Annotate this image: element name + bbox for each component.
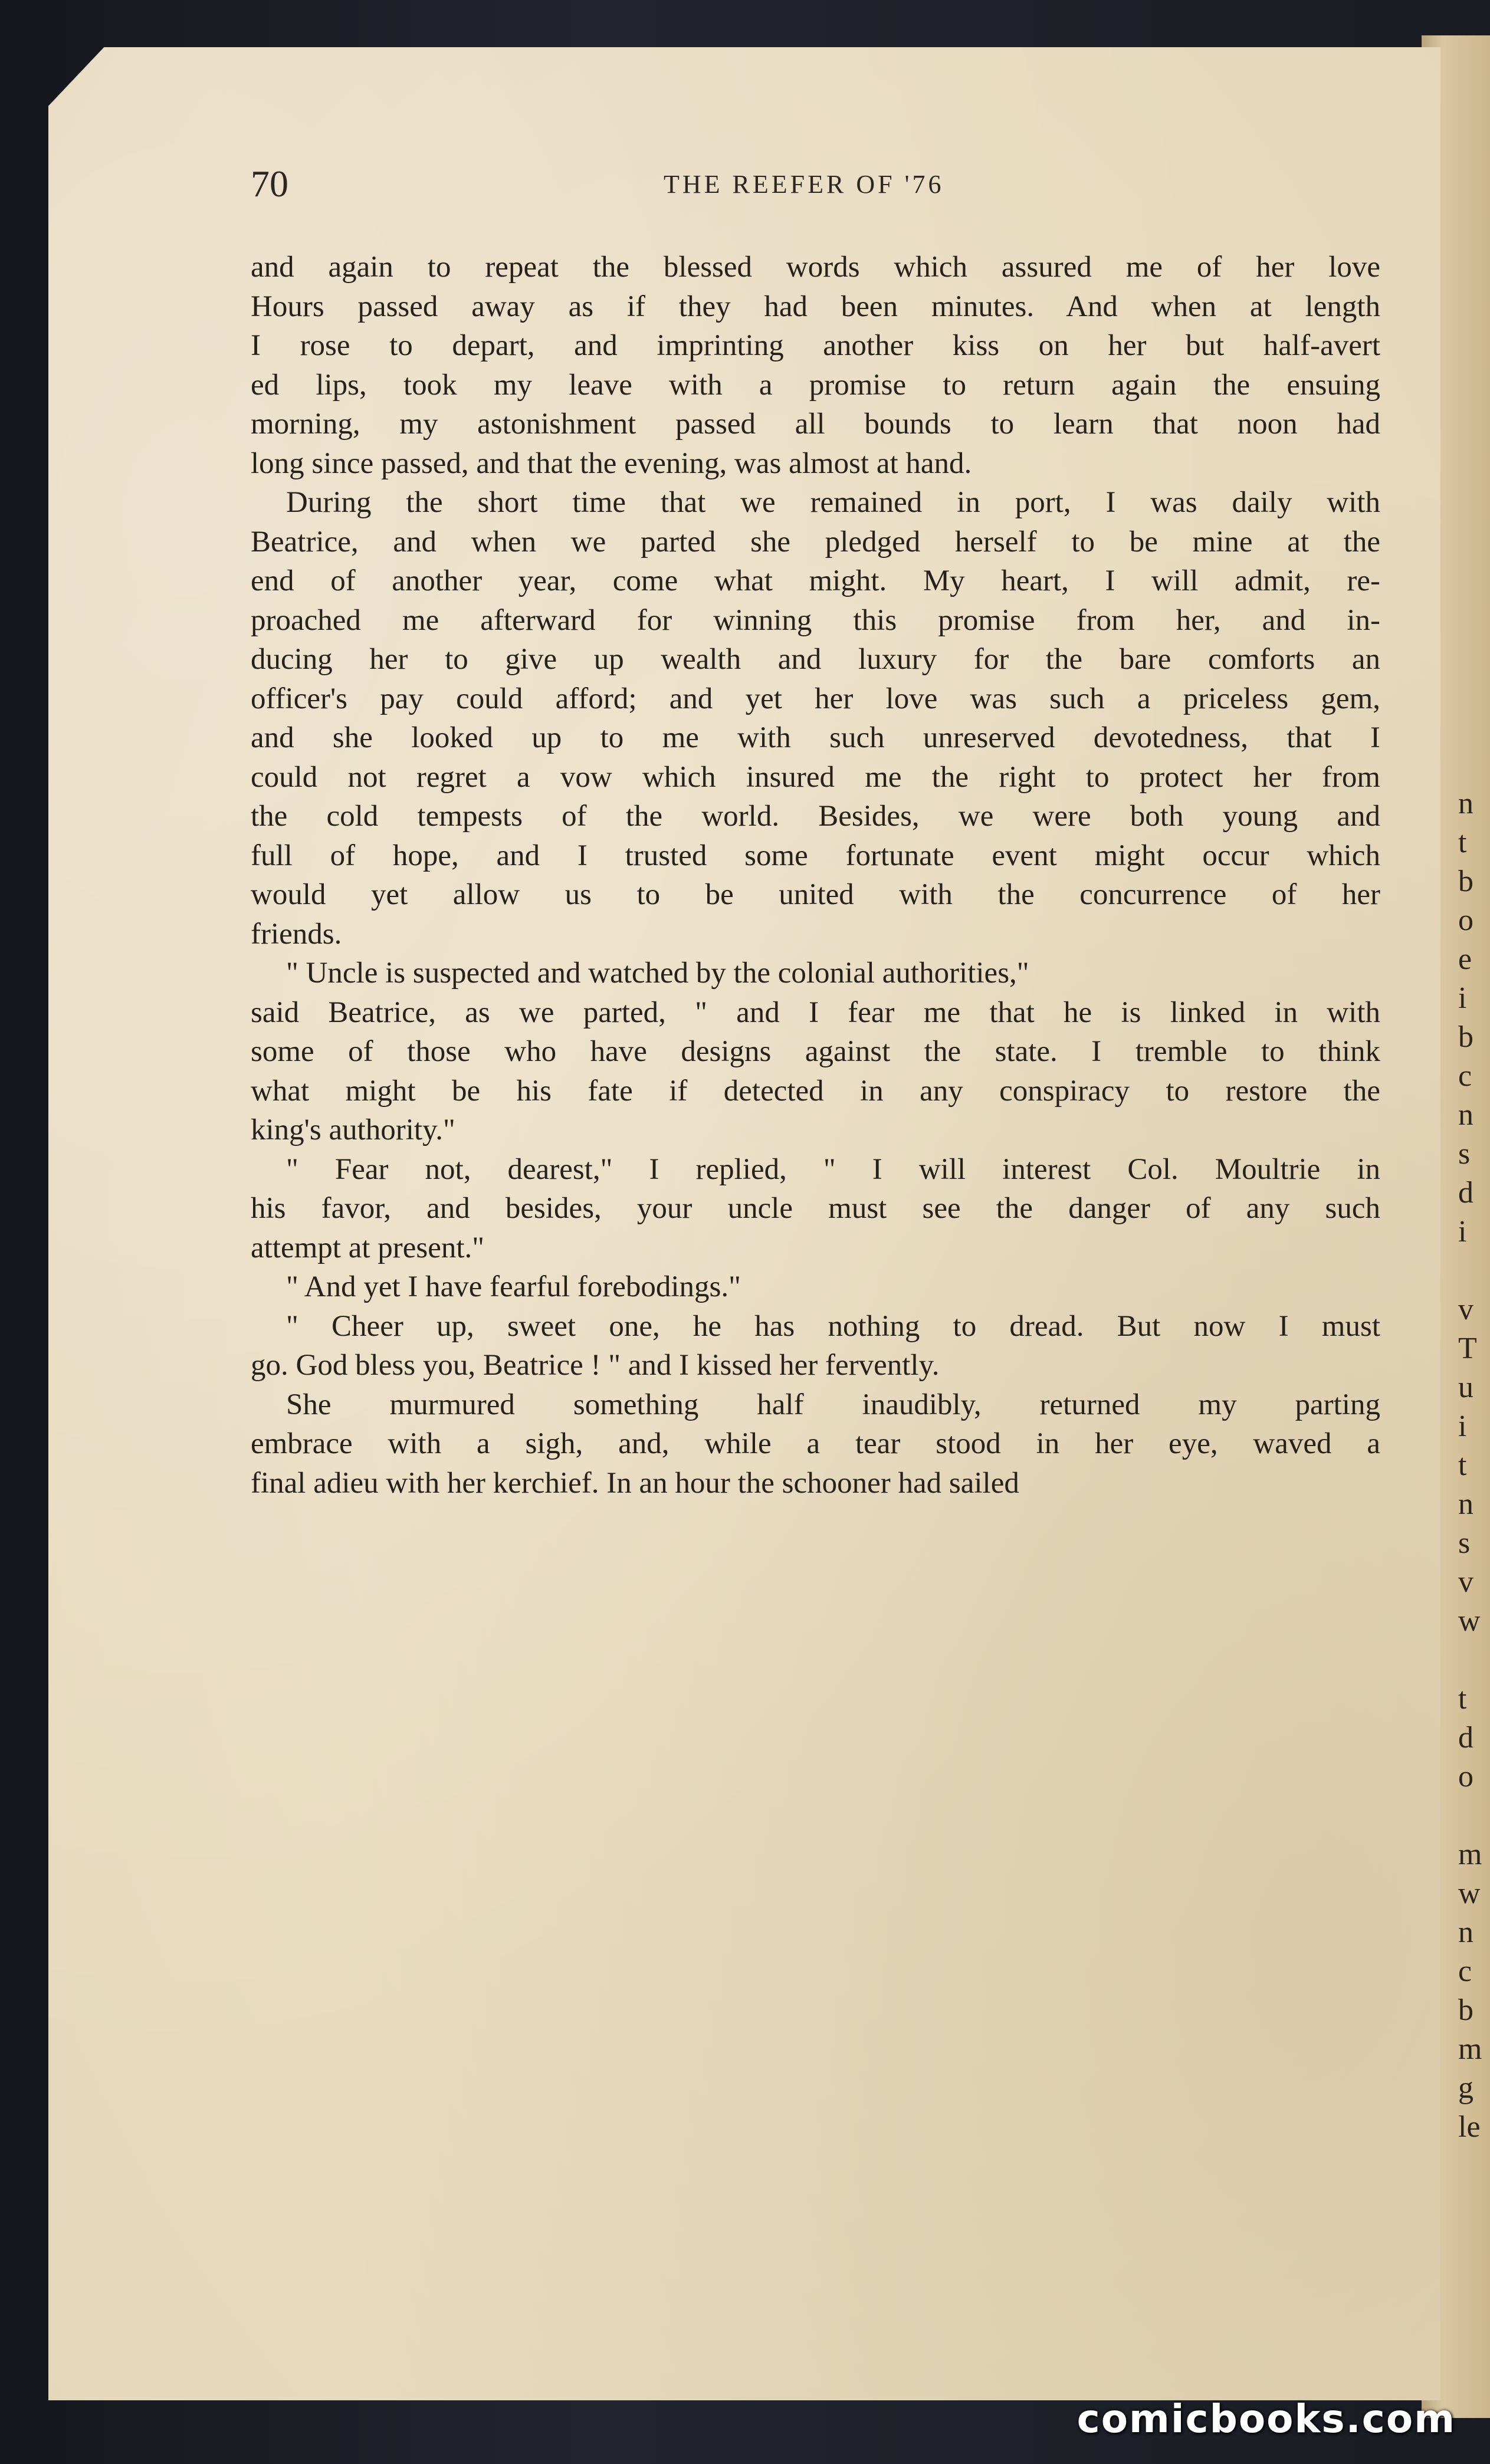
facing-page-fragment: n [1458, 787, 1473, 820]
text-line: said Beatrice, as we parted, " and I fear me that he is linked in with [251, 996, 1380, 1029]
facing-page-fragment: t [1458, 826, 1467, 859]
facing-page-fragment: e [1458, 942, 1472, 976]
facing-page-fragment: o [1458, 1760, 1473, 1793]
text-line: and she looked up to me with such unreserved devotedness, that I [251, 721, 1380, 754]
facing-page-fragment: v [1458, 1565, 1473, 1599]
facing-page-fragment: d [1458, 1721, 1473, 1755]
facing-page-fragment: t [1458, 1682, 1467, 1716]
text-line: could not regret a vow which insured me the right to protect her from [251, 760, 1380, 794]
text-line: " Cheer up, sweet one, he has nothing to dread. But now I must [286, 1309, 1380, 1343]
text-line: Hours passed away as if they had been minutes. And when at length [251, 290, 1380, 323]
page-number: 70 [251, 163, 288, 205]
facing-page-fragment: v [1458, 1293, 1473, 1326]
text-line: king's authority." [251, 1113, 455, 1146]
text-line: officer's pay could afford; and yet her love was such a priceless gem, [251, 682, 1380, 715]
facing-page-fragment: i [1458, 981, 1467, 1015]
facing-page-fragment: le [1458, 2110, 1481, 2144]
text-line: what might be his fate if detected in any conspiracy to restore the [251, 1074, 1380, 1108]
text-line: During the short time that we remained in port, I was daily with [286, 486, 1380, 519]
text-line: friends. [251, 917, 342, 951]
watermark-logo: comicbooks.com [1077, 2396, 1456, 2442]
facing-page-fragment: n [1458, 1916, 1473, 1949]
text-line: end of another year, come what might. My heart, I will admit, re- [251, 564, 1380, 597]
text-line: and again to repeat the blessed words which assured me of her love [251, 251, 1380, 284]
text-line: attempt at present." [251, 1231, 485, 1264]
running-title: THE REEFER OF '76 [664, 170, 944, 199]
text-line: his favor, and besides, your uncle must see the danger of any such [251, 1192, 1380, 1225]
facing-page-fragment: m [1458, 1838, 1482, 1871]
text-line: ducing her to give up wealth and luxury for the bare comforts an [251, 643, 1380, 676]
facing-page-fragment [1458, 1796, 1490, 1835]
facing-page-fragment: T [1458, 1332, 1477, 1365]
facing-page-fragment [1458, 1251, 1490, 1290]
facing-page-fragment: c [1458, 1954, 1472, 1988]
facing-page-fragment: s [1458, 1526, 1471, 1560]
text-line: morning, my astonishment passed all bounds to learn that noon had [251, 408, 1380, 441]
facing-page-fragment: g [1458, 2071, 1473, 2105]
text-line: embrace with a sigh, and, while a tear stood in her eye, waved a [251, 1427, 1380, 1460]
facing-page-fragment: b [1458, 1020, 1473, 1054]
facing-page-fragment: o [1458, 904, 1473, 937]
text-line: full of hope, and I trusted some fortunate event might occur which [251, 839, 1380, 872]
facing-page-fragment: w [1458, 1604, 1481, 1638]
facing-page-fragment [1458, 1641, 1490, 1680]
facing-page-fragment: c [1458, 1059, 1472, 1093]
facing-page-fragment: m [1458, 2032, 1482, 2066]
text-line: ed lips, took my leave with a promise to return again the ensuing [251, 368, 1380, 402]
facing-page-fragment: u [1458, 1371, 1473, 1404]
facing-page-text-fragments [1458, 784, 1490, 2147]
facing-page-fragment: n [1458, 1098, 1473, 1132]
text-line: Beatrice, and when we parted she pledged herself to be mine at the [251, 525, 1380, 558]
text-line: the cold tempests of the world. Besides, we were both young and [251, 800, 1380, 833]
text-line: " Uncle is suspected and watched by the colonial authorities," [286, 957, 1029, 990]
text-line: would yet allow us to be united with the concurrence of her [251, 878, 1380, 911]
text-line: long since passed, and that the evening, was almost at hand. [251, 446, 972, 480]
facing-page-fragment: w [1458, 1877, 1481, 1910]
text-line: " And yet I have fearful forebodings." [286, 1270, 741, 1303]
text-line: go. God bless you, Beatrice ! " and I kissed her fervently. [251, 1349, 940, 1382]
facing-page-fragment: i [1458, 1410, 1467, 1443]
facing-page-fragment: i [1458, 1215, 1467, 1249]
facing-page-fragment: s [1458, 1137, 1471, 1171]
text-line: She murmured something half inaudibly, returned my parting [286, 1388, 1380, 1421]
text-line: I rose to depart, and imprinting another kiss on her but half-avert [251, 329, 1380, 362]
facing-page-fragment: b [1458, 1993, 1473, 2027]
text-line: some of those who have designs against the state. I tremble to think [251, 1035, 1380, 1068]
body-text [251, 248, 1380, 1503]
running-head [251, 162, 1371, 209]
facing-page-fragment: t [1458, 1448, 1467, 1482]
facing-page-fragment: n [1458, 1487, 1473, 1521]
text-line: proached me afterward for winning this promise from her, and in- [251, 603, 1380, 637]
text-line: " Fear not, dearest," I replied, " I will interest Col. Moultrie in [286, 1152, 1380, 1186]
text-line: final adieu with her kerchief. In an hour the schooner had sailed [251, 1466, 1019, 1500]
facing-page-fragment: b [1458, 865, 1473, 898]
facing-page-fragment: d [1458, 1176, 1473, 1210]
